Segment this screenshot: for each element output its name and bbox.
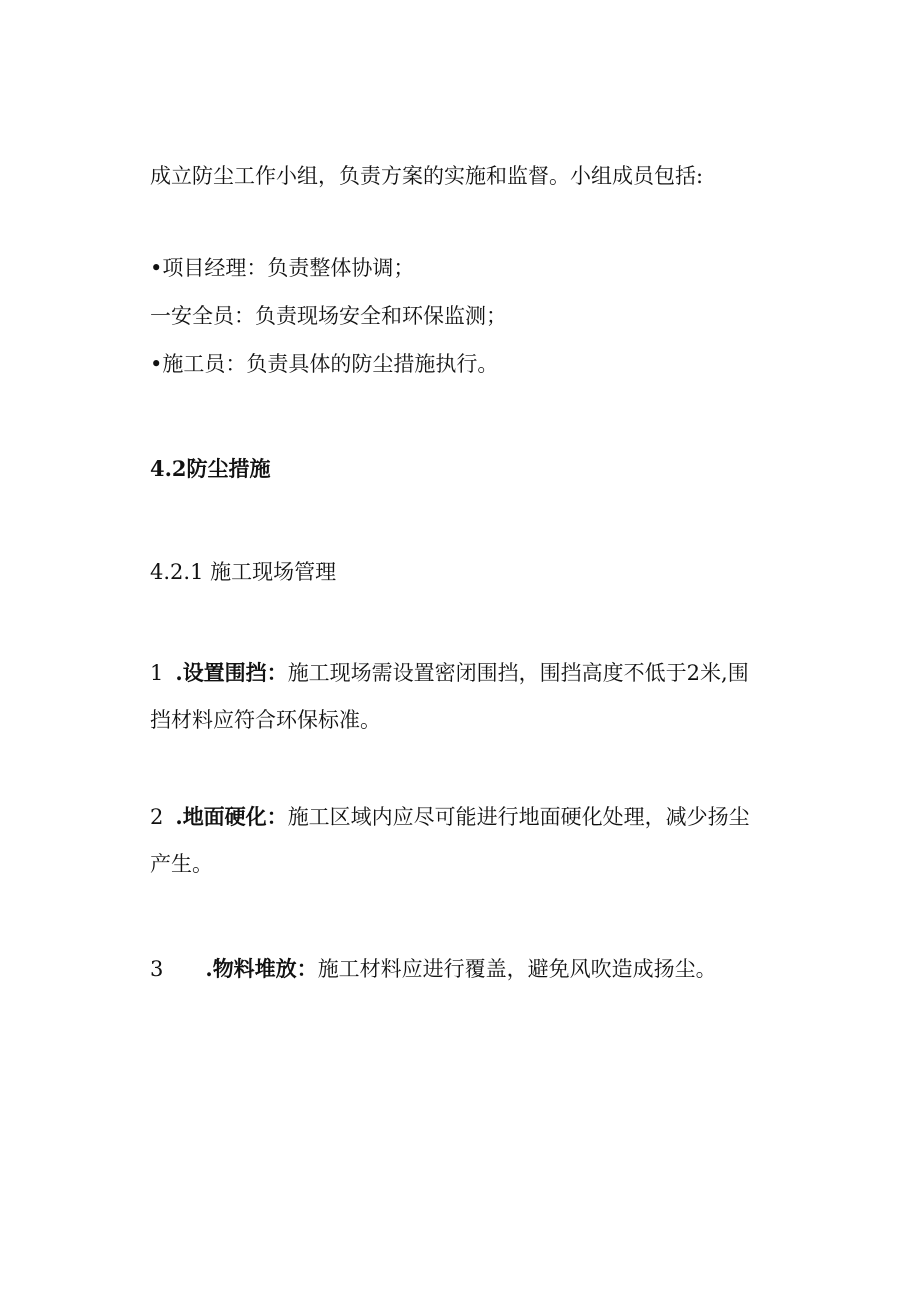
member-project-manager: •项目经理：负责整体协调； — [150, 256, 415, 280]
item-number: 2 — [150, 805, 164, 829]
member-safety-officer: 一安全员：负责现场安全和环保监测； — [150, 304, 507, 328]
item-text: 施工区域内应尽可能进行地面硬化处理，减少扬尘 — [287, 805, 750, 829]
item-text: 施工现场需设置密闭围挡，围挡高度不低于2米,围 — [287, 661, 749, 685]
item-number: 3 — [150, 957, 164, 981]
item-dot: . — [205, 956, 213, 981]
item-title: 设置围挡： — [182, 660, 288, 685]
item-dot: . — [175, 660, 183, 685]
item-number: 1 — [150, 661, 164, 685]
intro-text: 成立防尘工作小组，负责方案的实施和监督。小组成员包括: — [150, 164, 704, 188]
item-dot: . — [175, 804, 183, 829]
item-text: 施工材料应进行覆盖，避免风吹造成扬尘。 — [317, 957, 717, 981]
member-construction-worker: •施工员：负责具体的防尘措施执行。 — [150, 352, 499, 376]
list-item-material-storage — [150, 958, 717, 980]
list-item-ground-hardening — [150, 806, 750, 828]
item-title: 地面硬化： — [182, 804, 288, 829]
item-title: 物料堆放： — [212, 956, 318, 981]
section-heading: 4.2防尘措施 — [150, 456, 271, 481]
subsection-heading: 4.2.1 施工现场管理 — [150, 560, 337, 584]
list-item-enclosure — [150, 662, 749, 684]
list-item-ground-hardening-continued: 产生。 — [150, 852, 213, 876]
list-item-enclosure-continued: 挡材料应符合环保标准。 — [150, 708, 381, 732]
